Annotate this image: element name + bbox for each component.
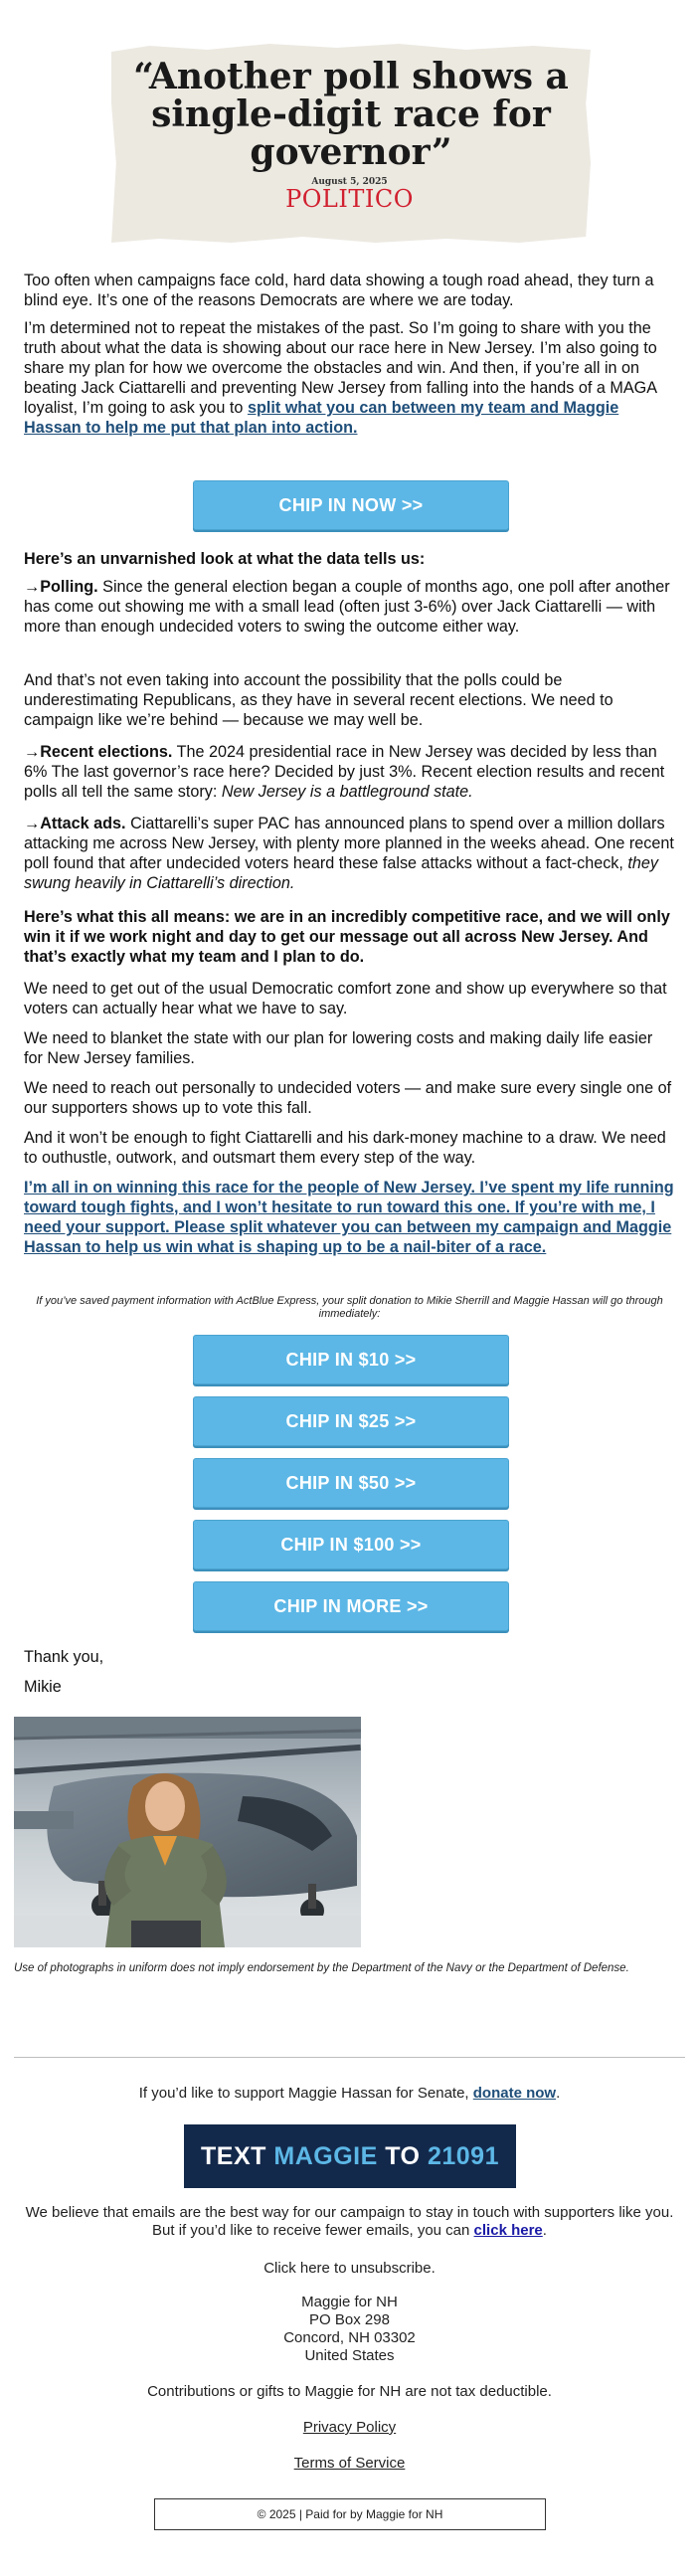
chip-in-25-button[interactable]: CHIP IN $25 >> (193, 1396, 509, 1446)
unsubscribe-link[interactable]: Click here to unsubscribe. (263, 2260, 436, 2277)
text-maggie-banner[interactable] (184, 2124, 516, 2188)
address-line-3: Concord, NH 03302 (283, 2329, 416, 2346)
comfort-paragraph: We need to get out of the usual Democratic comfort zone and show up everywhere so that voters can actually hear what we have to say. (24, 980, 667, 1017)
elections-italic: New Jersey is a battleground state. (221, 783, 473, 801)
data-heading: Here’s an unvarnished look at what the data tells us: (24, 550, 426, 568)
address-line-2: PO Box 298 (309, 2311, 390, 2328)
privacy-policy-link[interactable]: Privacy Policy (302, 2419, 397, 2436)
reach-paragraph: We need to reach out personally to undecided voters — and make sure every single one of our supporters shows up to vote this fall. (24, 1079, 672, 1117)
elections-text: The 2024 presidential race in New Jersey was decided by less than 6% The last governor’s race here? Decided by just 3%. Recent election results and recent polls all tell the same story: (24, 743, 665, 801)
banner-keyword: MAGGIE (273, 2141, 378, 2170)
polling-text: Since the general election began a couple of months ago, one poll after another has come out showing me with a small lead (often just 3-6%) over Jack Ciattarelli — with more than enough undecided voters to swing the outcome either way. (24, 578, 670, 636)
paragraph-1: Too often when campaigns face cold, hard data showing a tough road ahead, they turn a blind eye. It’s one of the reasons Democrats are where we are today. (24, 272, 654, 309)
chip-in-now-button[interactable]: CHIP IN NOW >> (193, 480, 509, 530)
thank-you: Thank you, (24, 1648, 104, 1666)
banner-to: TO (385, 2141, 421, 2170)
emails-paragraph (20, 2204, 679, 2240)
address-line-1: Maggie for NH (301, 2294, 398, 2310)
plan-paragraph (24, 318, 675, 438)
polling-label: →Polling. (24, 578, 98, 596)
all-in-paragraph (24, 1178, 675, 1257)
polling-paragraph (24, 577, 675, 637)
candidate-photo (14, 1717, 361, 1947)
terms-of-service-link[interactable]: Terms of Service (293, 2455, 406, 2472)
elections-label: →Recent elections. (24, 743, 173, 761)
support-line (0, 2085, 699, 2103)
signature: Mikie (24, 1678, 62, 1696)
means-paragraph: Here’s what this all means: we are in an incredibly competitive race, and we will only win it if we work night and day to get our message out all across New Jersey. And that’s exactly what my team and I plan to do. (24, 908, 670, 966)
banner-text: TEXT (201, 2141, 266, 2170)
address-line-4: United States (304, 2347, 395, 2364)
donate-now-link[interactable]: donate now (472, 2085, 557, 2102)
tax-note: Contributions or gifts to Maggie for NH are not tax deductible. (147, 2383, 552, 2400)
chip-in-50-button[interactable]: CHIP IN $50 >> (193, 1458, 509, 1508)
click-here-link[interactable]: click here (473, 2222, 543, 2239)
emails-text: We believe that emails are the best way for our campaign to stay in touch with supporters like you. But if you’d like to receive fewer emails, you can (25, 2204, 674, 2239)
fight-paragraph: And it won’t be enough to fight Ciattarelli and his dark-money machine to a draw. We need to outhustle, outwork, and outsmart them every step of the way. (24, 1129, 666, 1167)
politico-logo: POLITICO (285, 185, 414, 213)
photo-disclaimer: Use of photographs in uniform does not imply endorsement by the Department of the Navy or the Department of Defense. (14, 1962, 629, 1974)
attack-label: →Attack ads. (24, 815, 126, 832)
headline-quote: “Another poll shows a single-digit race for governor” (133, 56, 569, 173)
attack-text: Ciattarelli’s super PAC has announced plans to spend over a million dollars attacking me across New Jersey, with plenty more planned in the weeks ahead. One recent poll found that after undecided voters heard these false attacks without a fact-check, (24, 815, 674, 872)
actblue-note: If you’ve saved payment information with ActBlue Express, your split donation to Mikie Sherrill and Maggie Hassan will go through immediately: (36, 1295, 663, 1320)
support-text: If you’d like to support Maggie Hassan for Senate, (138, 2085, 469, 2102)
attack-italic: they swung heavily in Ciattarelli’s direction. (24, 854, 658, 892)
all-in-link[interactable]: I’m all in on winning this race for the people of New Jersey. I’ve spent my life running toward tough fights, and I won’t hesitate to run toward this one. If you’re with me, I need your support. Please split whatever you can between my campaign and Maggie Hassan to help us win what is shaping up to be a nail-biter of a race. (24, 1179, 674, 1256)
chip-in-100-button[interactable]: CHIP IN $100 >> (193, 1520, 509, 1569)
split-link[interactable]: split what you can between my team and Maggie Hassan to help me put that plan into action. (24, 399, 619, 437)
clipping-date: August 5, 2025 (311, 177, 388, 187)
emails-period: . (542, 2222, 547, 2239)
banner-number: 21091 (427, 2141, 499, 2170)
chip-in-10-button[interactable]: CHIP IN $10 >> (193, 1335, 509, 1384)
paid-for-box: © 2025 | Paid for by Maggie for NH (154, 2498, 546, 2530)
elections-paragraph (24, 742, 675, 802)
footer-divider (14, 2057, 685, 2058)
chip-in-more-button[interactable]: CHIP IN MORE >> (193, 1581, 509, 1631)
support-period: . (556, 2085, 561, 2102)
underestimate-paragraph: And that’s not even taking into account the possibility that the polls could be underestimating Republicans, as they have in several recent elections. We need to campaign like we’re behind — because we may well be. (24, 671, 613, 729)
paragraph-2-text: I’m determined not to repeat the mistakes of the past. So I’m going to share with you the truth about what the data is showing about our race here in New Jersey. I’m also going to share my plan for how we overcome the obstacles and win. And then, if you’re all in on beating Jack Ciattarelli and preventing New Jersey from falling into the hands of a MAGA loyalist, I’m going to ask you to (24, 319, 657, 417)
attack-paragraph (24, 814, 675, 893)
intro-paragraph (24, 271, 675, 310)
blanket-paragraph: We need to blanket the state with our plan for lowering costs and making daily life easier for New Jersey families. (24, 1029, 653, 1067)
